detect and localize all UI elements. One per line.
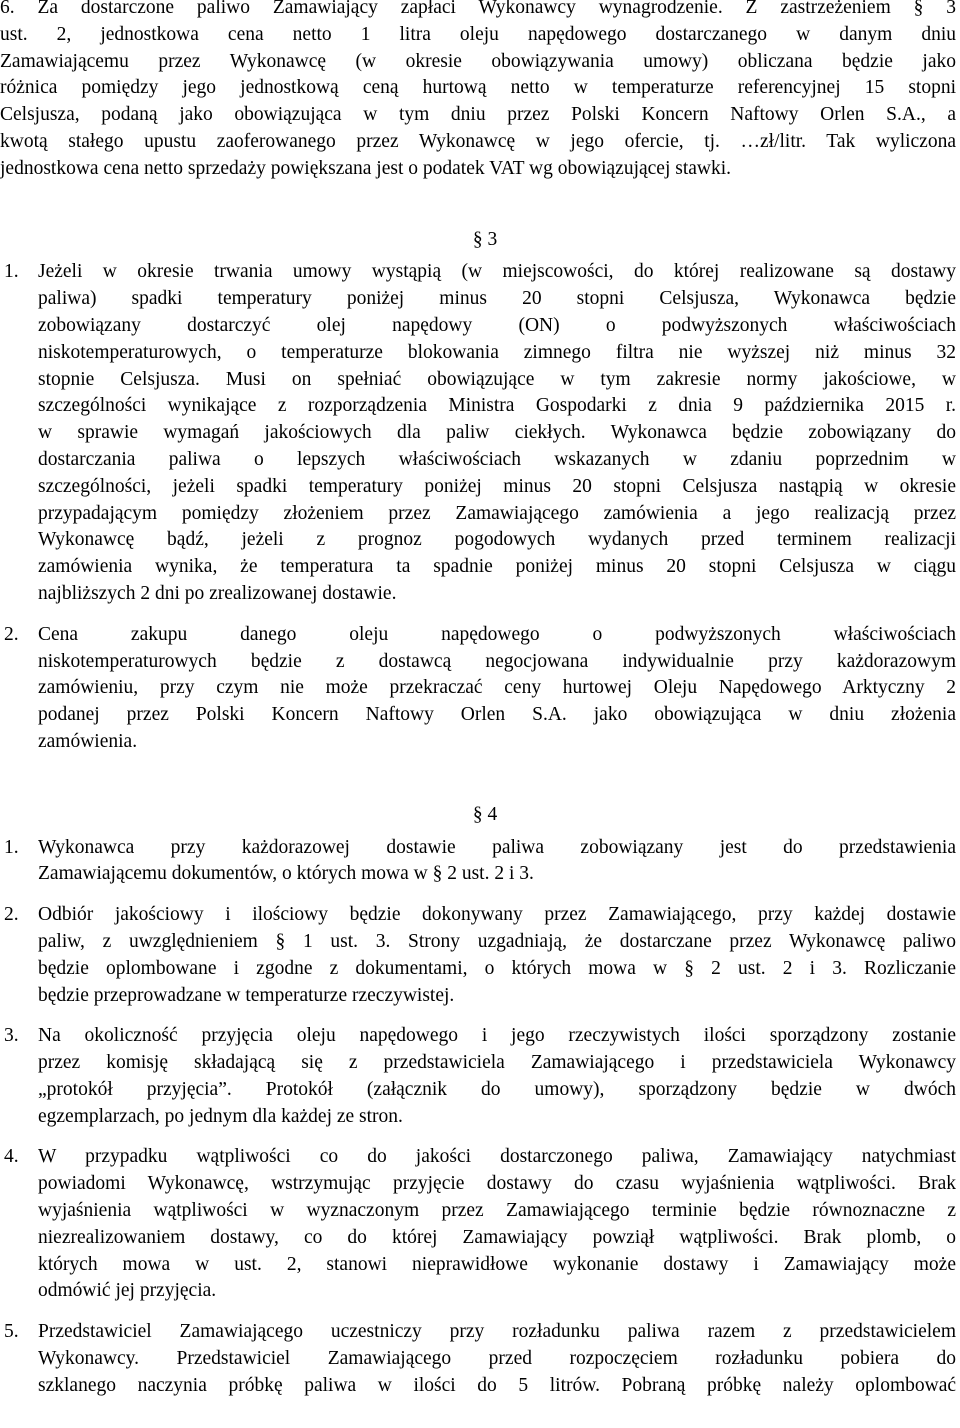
text-line: paliw, z uwzględnieniem § 1 ust. 3. Strony uzgadniają, że dostarczane przez Wykonawcę paliwo [38, 930, 956, 952]
list-item [0, 259, 956, 607]
text-line: Przedstawiciel Zamawiającego uczestniczy przy rozładunku paliwa razem z przedstawicielem [38, 1321, 956, 1343]
item-number: 5. [4, 1321, 19, 1343]
text-line: W przypadku wątpliwości co do jakości dostarczonego paliwa, Zamawiający natychmiast [38, 1146, 956, 1168]
spacer [0, 1305, 956, 1319]
text-line: szczególności wynikające z rozporządzenia Ministra Gospodarki z dnia 9 października 2015 r. [38, 395, 956, 417]
text-line: zamówieniu, przy czym nie może przekraczać ceny hurtowej Oleju Napędowego Arktyczny 2 [38, 677, 956, 699]
section-heading-3: § 3 [472, 228, 498, 250]
text-line: w sprawie wymagań jakościowych dla paliw ciekłych. Wykonawca będzie zobowiązany do [38, 422, 956, 444]
text-line: Odbiór jakościowy i ilościowy będzie dokonywany przez Zamawiającego, przy każdej dostawie [38, 904, 956, 926]
item-number: 3. [4, 1025, 19, 1047]
text-line: których mowa w ust. 2, stanowi nieprawidłowe wykonanie dostawy i Zamawiający może [38, 1253, 956, 1275]
text-line: niskotemperaturowych, o temperaturze blokowania zimnego filtra nie wyższej niż minus 32 [38, 341, 956, 363]
text-line: powiadomi Wykonawcę, wstrzymując przyjęcie dostawy do czasu wyjaśnienia wątpliwości. Brak [38, 1173, 956, 1195]
item-number: 1. [4, 261, 19, 283]
spacer [0, 1130, 956, 1144]
text-line: kwotą stałego upustu zaoferowanego przez Wykonawcę w jego ofercie, tj. …zł/litr. Tak wyliczona [0, 130, 956, 152]
text-line: paliwa) spadki temperatury poniżej minus 20 stopni Celsjusza, Wykonawca będzie [38, 288, 956, 310]
text-line: szczególności, jeżeli spadki temperatury poniżej minus 20 stopni Celsjusza nastąpią w okresie [38, 475, 956, 497]
text-line: stopnie Celsjusza. Musi on spełniać obowiązujące w tym zakresie normy jakościowe, w [38, 368, 956, 390]
text-line: Zamawiającemu dokumentów, o których mowa w § 2 ust. 2 i 3. [38, 863, 534, 885]
text-line: Zamawiającemu przez Wykonawcę (w okresie obowiązywania umowy) obliczana będzie jako [0, 50, 956, 72]
spacer [0, 183, 956, 227]
item-number: 1. [4, 836, 19, 858]
list-item [0, 835, 956, 889]
text-line: będzie przeprowadzane w temperaturze rzeczywistej. [38, 984, 455, 1006]
text-line: dostarczania paliwa o lepszych właściwościach wskazanych w zdaniu poprzednim w [38, 448, 956, 470]
text-line: podanej przez Polski Koncern Naftowy Orlen S.A. jako obowiązująca w dniu złożenia [38, 704, 956, 726]
text-line: jednostkowa cena netto sprzedaży powiększana jest o podatek VAT wg obowiązującej stawki. [0, 157, 732, 179]
text-line: Wykonawcę bądź, jeżeli z prognoz pogodowych wydanych przed terminem realizacji [38, 529, 956, 551]
spacer [0, 1009, 956, 1023]
text-line: 6. Za dostarczone paliwo Zamawiający zapłaci Wykonawcy wynagrodzenie. Z zastrzeżeniem § 3 [0, 0, 956, 18]
text-line: przypadającym pomiędzy złożeniem przez Zamawiającego zamówienia a jego realizacją przez [38, 502, 956, 524]
list-item [0, 1319, 956, 1399]
text-line: Cena zakupu danego oleju napędowego o podwyższonych właściwościach [38, 623, 956, 645]
text-line: Na okoliczność przyjęcia oleju napędowego i jego rzeczywistych ilości sporządzony zostanie [38, 1025, 956, 1047]
text-line: niezrealizowaniem dostawy, co do której Zamawiający powziął wątpliwości. Brak plomb, o [38, 1226, 956, 1248]
list-item [0, 902, 956, 1009]
list-item [0, 1023, 956, 1130]
item-number: 4. [4, 1146, 19, 1168]
text-line: odmówić jej przyjęcia. [38, 1280, 217, 1302]
list-item [0, 1144, 956, 1305]
text-line: ust. 2, jednostkowa cena netto 1 litra oleju napędowego dostarczanego w danym dniu [0, 23, 956, 45]
text-line: najbliższych 2 dni po zrealizowanej dostawie. [38, 582, 397, 604]
text-line: niskotemperaturowych będzie z dostawcą negocjowana indywidualnie przy każdorazowym [38, 650, 956, 672]
section-heading-4: § 4 [472, 803, 498, 825]
text-line: zamówienia wynika, że temperatura ta spadnie poniżej minus 20 stopni Celsjusza w ciągu [38, 556, 956, 578]
text-line: Celsjusza, podaną jako obowiązująca w tym dniu przez Polski Koncern Naftowy Orlen S.A., a [0, 104, 956, 126]
text-line: różnica pomiędzy jego jednostkową ceną hurtową netto w temperaturze referencyjnej 15 stopni [0, 77, 956, 99]
text-line: egzemplarzach, po jednym dla każdej ze stron. [38, 1105, 403, 1127]
text-line: zobowiązany dostarczyć olej napędowy (ON) o podwyższonych właściwościach [38, 314, 956, 336]
spacer [0, 608, 956, 622]
text-line: Wykonawca przy każdorazowej dostawie paliwa zobowiązany jest do przedstawienia [38, 836, 956, 858]
spacer [0, 888, 956, 902]
item-number: 2. [4, 623, 19, 645]
text-line: Jeżeli w okresie trwania umowy wystąpią (w miejscowości, do której realizowane są dostawy [38, 261, 956, 283]
text-line: będzie oplombowane i zgodne z dokumentami, o których mowa w § 2 ust. 2 i 3. Rozliczanie [38, 957, 956, 979]
top-paragraph [0, 0, 956, 183]
list-item [0, 622, 956, 756]
text-line: Wykonawcy. Przedstawiciel Zamawiającego przed rozpoczęciem rozładunku pobiera do [38, 1348, 956, 1370]
item-number: 2. [4, 904, 19, 926]
text-line: „protokół przyjęcia”. Protokół (załącznik do umowy), sporządzony będzie w dwóch [38, 1078, 956, 1100]
text-line: zamówienia. [38, 730, 138, 752]
text-line: przez komisję składającą się z przedstawiciela Zamawiającego i przedstawiciela Wykonawcy [38, 1052, 956, 1074]
text-line: szklanego naczynia próbkę paliwa w ilości do 5 litrów. Pobraną próbkę należy oplombować [38, 1374, 956, 1396]
spacer [0, 756, 956, 802]
text-line: wyjaśnienia wątpliwości w wyznaczonym przez Zamawiającego terminie będzie równoznaczne z [38, 1200, 956, 1222]
